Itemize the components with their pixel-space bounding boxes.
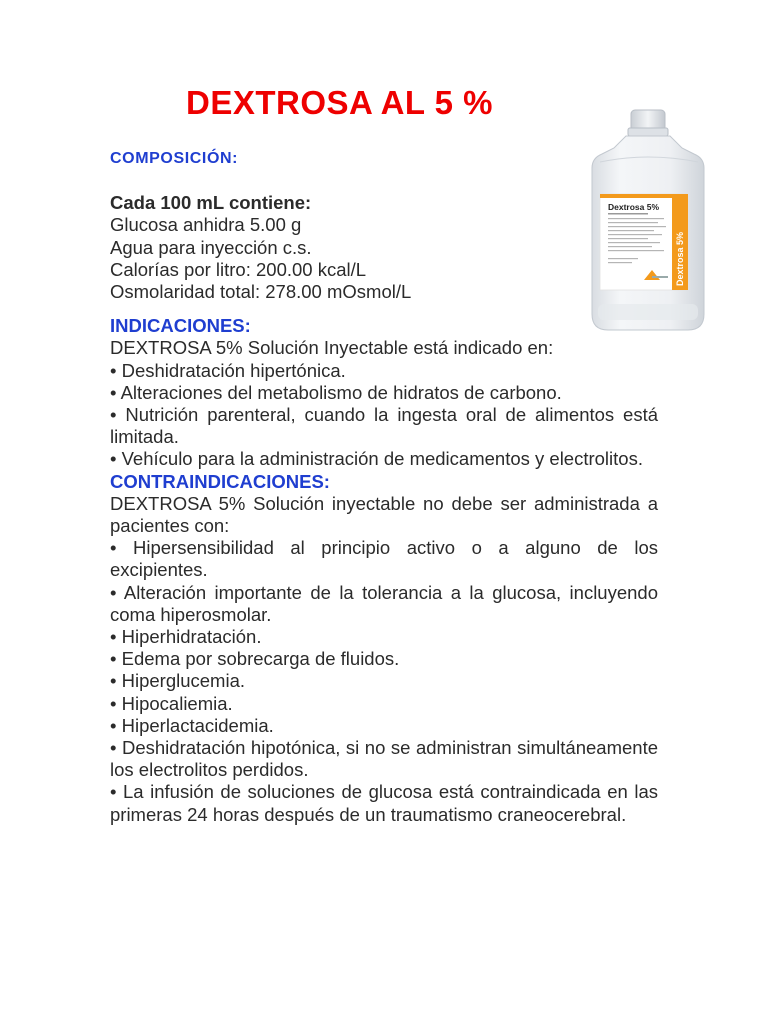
composicion-heading: COMPOSICIÓN:	[110, 150, 239, 167]
contraindicaciones-item: • Hipocaliemia.	[110, 692, 233, 714]
label-brand-text: Dextrosa 5%	[608, 202, 660, 212]
indicaciones-section	[110, 315, 658, 470]
contraindicaciones-item: • Hipersensibilidad al principio activo o a alguno de los excipientes.	[110, 537, 658, 581]
composicion-line: Osmolaridad total: 278.00 mOsmol/L	[110, 281, 412, 303]
document-body	[110, 148, 658, 826]
indicaciones-intro: DEXTROSA 5% Solución Inyectable está indicado en:	[110, 337, 554, 359]
contraindicaciones-item: • Edema por sobrecarga de fluidos.	[110, 648, 400, 670]
composicion-line: Agua para inyección c.s.	[110, 236, 312, 258]
contraindicaciones-item: • La infusión de soluciones de glucosa está contraindicada en las primeras 24 horas después de un traumatismo craneocerebral.	[110, 781, 658, 825]
indicaciones-item: • Alteraciones del metabolismo de hidratos de carbono.	[110, 381, 562, 403]
composicion-line: Glucosa anhidra 5.00 g	[110, 214, 302, 236]
contraindicaciones-item: • Hiperlactacidemia.	[110, 714, 274, 736]
composicion-subheading: Cada 100 mL contiene:	[110, 192, 312, 214]
contraindicaciones-item: • Deshidratación hipotónica, si no se administran simultáneamente los electrolitos perdidos.	[110, 737, 658, 781]
contraindicaciones-item: • Hiperglucemia.	[110, 670, 246, 692]
contraindicaciones-item: • Alteración importante de la tolerancia a la glucosa, incluyendo coma hiperosmolar.	[110, 581, 658, 625]
contraindicaciones-intro: DEXTROSA 5% Solución inyectable no debe ser administrada a pacientes con:	[110, 492, 658, 537]
composicion-section	[110, 148, 658, 303]
label-side-text: Dextrosa 5%	[675, 231, 685, 286]
indicaciones-item: • Vehículo para la administración de medicamentos y electrolitos.	[110, 448, 643, 470]
composicion-line: Calorías por litro: 200.00 kcal/L	[110, 258, 367, 280]
page-title: DEXTROSA AL 5 %	[186, 84, 493, 121]
contraindicaciones-heading: CONTRAINDICACIONES:	[110, 470, 330, 492]
indicaciones-item: • Nutrición parenteral, cuando la ingesta oral de alimentos está limitada.	[110, 404, 658, 448]
contraindicaciones-item: • Hiperhidratación.	[110, 626, 262, 648]
indicaciones-item: • Deshidratación hipertónica.	[110, 359, 346, 381]
indicaciones-heading: INDICACIONES:	[110, 315, 251, 337]
contraindicaciones-section	[110, 471, 658, 826]
